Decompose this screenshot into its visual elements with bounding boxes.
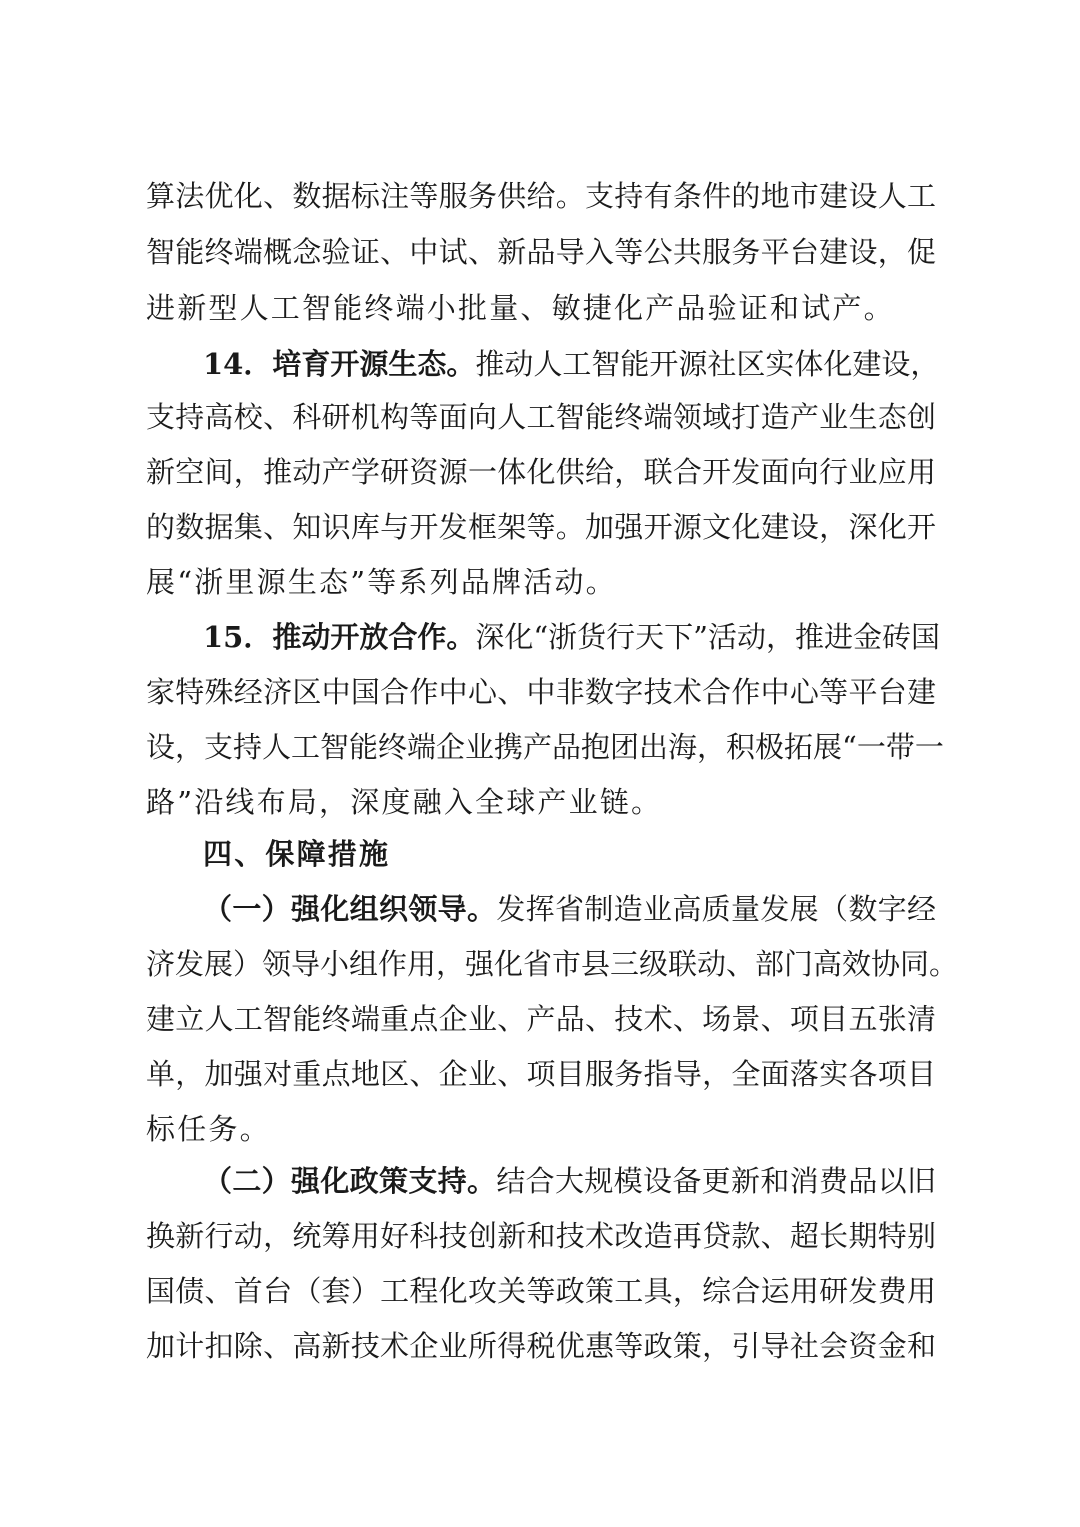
paragraph-line: 展“浙里源生态”等系列品牌活动。 <box>146 565 617 599</box>
paragraph-line: 智能终端概念验证、中试、新品导入等公共服务平台建设，促 <box>146 235 936 269</box>
section-heading: 14．培育开源生态。 <box>203 347 476 381</box>
paragraph-line: 新空间，推动产学研资源一体化供给，联合开发面向行业应用 <box>146 455 936 489</box>
paragraph-line: 单，加强对重点地区、企业、项目服务指导，全面落实各项目 <box>146 1057 936 1091</box>
paragraph-line: 国债、首台（套）工程化攻关等政策工具，综合运用研发费用 <box>146 1274 936 1308</box>
paragraph-first-line <box>203 344 940 384</box>
section-heading: （一）强化组织领导。 <box>203 892 497 926</box>
paragraph-text: 推动人工智能开源社区实体化建设， <box>475 347 940 381</box>
paragraph-line: 支持高校、科研机构等面向人工智能终端领域打造产业生态创 <box>146 400 936 434</box>
paragraph-text: 发挥省制造业高质量发展（数字经 <box>496 892 936 926</box>
section-heading: （二）强化政策支持。 <box>203 1164 497 1198</box>
paragraph-line: 济发展）领导小组作用，强化省市县三级联动、部门高效协同。 <box>146 947 959 981</box>
paragraph-line: 设，支持人工智能终端企业携产品抱团出海，积极拓展“一带一 <box>146 730 944 764</box>
paragraph-line: 家特殊经济区中国合作中心、中非数字技术合作中心等平台建 <box>146 675 936 709</box>
paragraph-line: 路”沿线布局，深度融入全球产业链。 <box>146 785 663 819</box>
paragraph-first-line <box>203 617 941 657</box>
paragraph-first-line <box>203 889 936 929</box>
paragraph-first-line <box>203 1161 936 1201</box>
paragraph-line: 标任务。 <box>146 1112 271 1146</box>
paragraph-text: 结合大规模设备更新和消费品以旧 <box>496 1164 936 1198</box>
paragraph-line: 的数据集、知识库与开发框架等。加强开源文化建设，深化开 <box>146 510 936 544</box>
paragraph-line: 算法优化、数据标注等服务供给。支持有条件的地市建设人工 <box>146 179 936 213</box>
paragraph-line: 建立人工智能终端重点企业、产品、技术、场景、项目五张清 <box>146 1002 936 1036</box>
section-heading: 15．推动开放合作。 <box>203 620 476 654</box>
chapter-heading: 四、保障措施 <box>203 837 391 871</box>
paragraph-text: 深化“浙货行天下”活动，推进金砖国 <box>475 620 941 654</box>
paragraph-line: 进新型人工智能终端小批量、敏捷化产品验证和试产。 <box>146 291 895 325</box>
paragraph-line: 换新行动，统筹用好科技创新和技术改造再贷款、超长期特别 <box>146 1219 936 1253</box>
paragraph-line: 加计扣除、高新技术企业所得税优惠等政策，引导社会资金和 <box>146 1329 936 1363</box>
